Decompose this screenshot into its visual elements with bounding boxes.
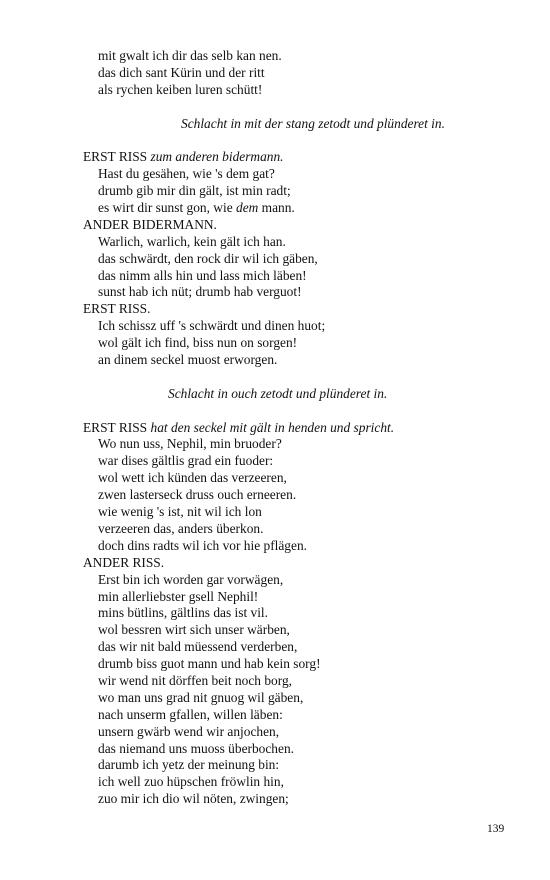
verse-text: mann. — [258, 200, 295, 216]
verse-line: unsern gwärb wend wir anjochen, — [98, 723, 280, 739]
verse-line: darumb ich yetz der meinung bin: — [98, 757, 280, 773]
verse-line: wol bessren wirt sich unser wärben, — [98, 622, 290, 638]
speaker-name: ANDER BIDERMANN. — [83, 216, 217, 232]
verse-line: wol wett ich künden das verzeeren, — [98, 470, 287, 486]
verse-line: verzeeren das, anders überkon. — [98, 520, 264, 536]
speaker-name: ERST RISS — [83, 149, 148, 165]
verse-line: Warlich, warlich, kein gält ich han. — [98, 233, 286, 249]
speaker-name: ERST RISS — [83, 419, 148, 435]
verse-line: drumb gib mir din gält, ist min radt; — [98, 183, 291, 199]
verse-line: doch dins radts wil ich vor hie pflägen. — [98, 537, 307, 553]
speaker-name: ERST RISS. — [83, 301, 151, 317]
verse-text: es wirt dir sunst gon, wie — [98, 200, 236, 216]
verse-line: wir wend nit dörffen beit noch borg, — [98, 672, 293, 688]
verse-emphasis: dem — [236, 200, 259, 216]
verse-line: sunst hab ich nüt; drumb hab verguot! — [98, 284, 302, 300]
verse-line: an dinem seckel muost erworgen. — [98, 352, 278, 368]
verse-line: drumb biss guot mann und hab kein sorg! — [98, 656, 321, 672]
verse-line — [83, 200, 523, 217]
verse-line: wo man uns grad nit gnuog wil gäben, — [98, 689, 304, 705]
verse-line: mins bütlins, gältlins das ist vil. — [98, 605, 268, 621]
play-text — [83, 48, 523, 808]
verse-line: Ich schissz uff 's schwärdt und dinen huot; — [98, 318, 326, 334]
verse-line: ich well zuo hüpschen fröwlin hin, — [98, 774, 284, 790]
speaker-direction: hat den seckel mit gält in henden und spricht. — [150, 419, 395, 435]
verse-line: Hast du gesähen, wie 's dem gat? — [98, 166, 275, 182]
verse-line: das wir nit bald müessend verderben, — [98, 639, 298, 655]
verse-line: min allerliebster gsell Nephil! — [98, 588, 259, 604]
verse-line: das dich sant Kürin und der ritt — [98, 64, 265, 80]
speaker-heading — [83, 149, 523, 166]
page-number: 139 — [487, 823, 505, 835]
verse-line: wie wenig 's ist, nit wil ich lon — [98, 504, 262, 520]
verse-line: wol gält ich find, biss nun on sorgen! — [98, 335, 298, 351]
verse-line: war dises gältlis grad ein fuoder: — [98, 453, 274, 469]
stage-direction: Schlacht in ouch zetodt und plünderet in. — [168, 385, 388, 401]
verse-line: als rychen keiben luren schütt! — [98, 81, 263, 97]
verse-line: das schwärdt, den rock dir wil ich gäben, — [98, 250, 318, 266]
stage-direction: Schlacht in mit der stang zetodt und plünderet in. — [181, 115, 445, 131]
verse-line: Wo nun uss, Nephil, min bruoder? — [98, 436, 282, 452]
verse-line: Erst bin ich worden gar vorwägen, — [98, 571, 284, 587]
speaker-direction: zum anderen bidermann. — [150, 149, 284, 165]
verse-line: das nimm alls hin und lass mich läben! — [98, 267, 307, 283]
verse-line: zwen lasterseck druss ouch erneeren. — [98, 487, 297, 503]
verse-line: nach unserm gfallen, willen läben: — [98, 706, 283, 722]
speaker-heading — [83, 420, 523, 437]
verse-line: mit gwalt ich dir das selb kan nen. — [98, 48, 282, 63]
verse-line: zuo mir ich dio wil nöten, zwingen; — [98, 791, 289, 807]
verse-line: das niemand uns muoss überbochen. — [98, 740, 294, 756]
speaker-name: ANDER RISS. — [83, 554, 165, 570]
